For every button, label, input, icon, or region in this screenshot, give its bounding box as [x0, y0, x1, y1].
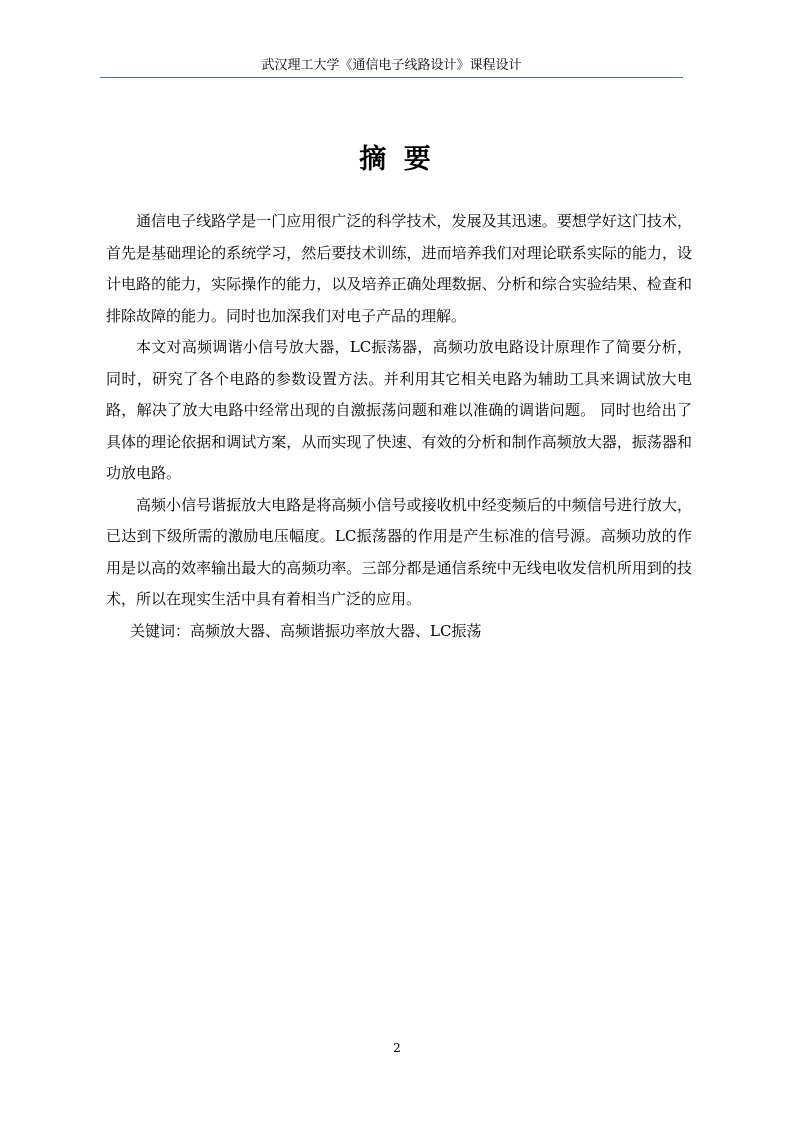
page-title: 摘 要 — [359, 144, 435, 175]
keywords-line: 关键词：高频放大器、高频谐振功率放大器、LC振荡 — [130, 621, 482, 640]
header-divider — [100, 77, 683, 78]
running-header: 武汉理工大学《通信电子线路设计》课程设计 — [261, 58, 522, 73]
abstract-paragraph-1: 通信电子线路学是一门应用很广泛的科学技术，发展及其迅速。要想学好这门技术，首先是基础理论的系统学习，然后要技术训练，进而培养我们对理论联系实际的能力，设计电路的能力，实际操作的能力，以及培养正确处理数据、分析和综合实验结果、检查和排除故障的能力。同时也加深我们对电子产品的理解。 — [106, 212, 692, 325]
abstract-paragraph-2: 本文对高频调谐小信号放大器，LC振荡器，高频功放电路设计原理作了简要分析，同时，研究了各个电路的参数设置方法。并利用其它相关电路为辅助工具来调试放大电路，解决了放大电路中经常出现的自激振荡问题和难以准确的调谐问题。 同时也给出了具体的理论依据和调试方案，从而实现了快速、有效的分析和制作高频放大器，振荡器和功放电路。 — [106, 338, 692, 482]
page-number: 2 — [393, 1041, 401, 1055]
abstract-body — [106, 206, 692, 647]
abstract-paragraph-3: 高频小信号谐振放大电路是将高频小信号或接收机中经变频后的中频信号进行放大，已达到下级所需的激励电压幅度。LC振荡器的作用是产生标准的信号源。高频功放的作用是以高的效率输出最大的高频功率。三部分都是通信系统中无线电收发信机所用到的技术，所以在现实生活中具有着相当广泛的应用。 — [106, 495, 692, 608]
